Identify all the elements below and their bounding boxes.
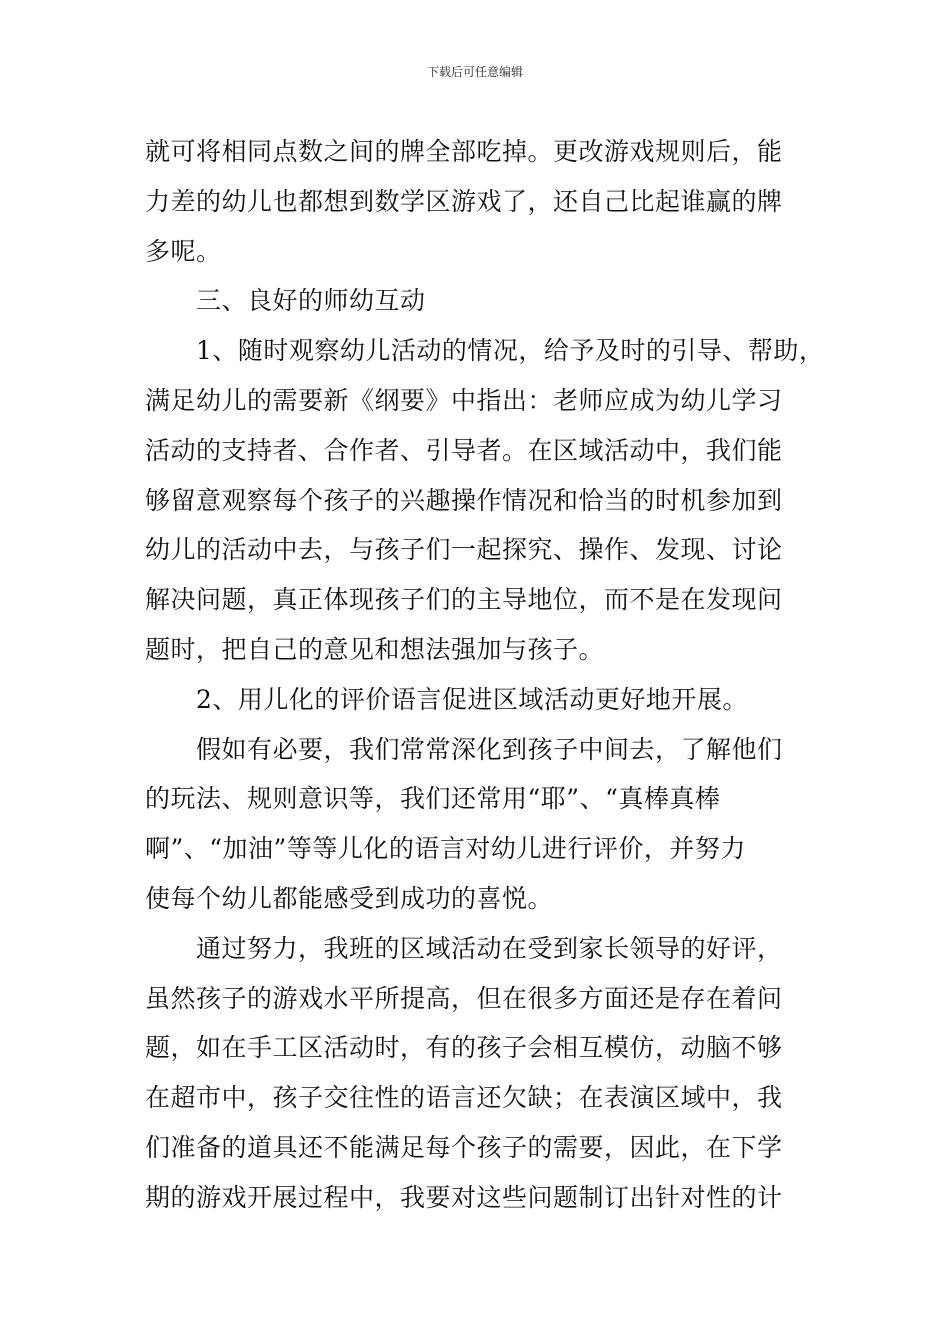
text-line: 1、随时观察幼儿活动的情况，给予及时的引导、帮助，: [196, 336, 825, 366]
text-line: 满足幼儿的需要新《纲要》中指出：老师应成为幼儿学习: [145, 385, 783, 415]
text-line: 活动的支持者、合作者、引导者。在区域活动中，我们能: [145, 435, 783, 465]
text-line: 在超市中，孩子交往性的语言还欠缺；在表演区域中，我: [145, 1083, 783, 1113]
paragraph-summary: [145, 924, 810, 1223]
document-body: [145, 127, 825, 1223]
text-line: 够留意观察每个孩子的兴趣操作情况和恰当的时机参加到: [145, 485, 783, 515]
text-line: 题，如在手工区活动时，有的孩子会相互模仿，动脑不够: [145, 1033, 783, 1063]
text-line: 假如有必要，我们常常深化到孩子中间去，了解他们: [196, 734, 783, 764]
text-line: 虽然孩子的游戏水平所提高，但在很多方面还是存在着问: [145, 983, 783, 1013]
section-heading: [145, 276, 810, 326]
paragraph-evaluation: [145, 725, 810, 924]
subheading-evaluation: [145, 675, 810, 725]
text-line: 期的游戏开展过程中，我要对这些问题制订出针对性的计: [145, 1182, 783, 1212]
text-line: 幼儿的活动中去，与孩子们一起探究、操作、发现、讨论: [145, 535, 783, 565]
text-line: 多呢。: [145, 236, 222, 266]
text-line: 力差的幼儿也都想到数学区游戏了，还自己比起谁赢的牌: [145, 186, 783, 216]
paragraph-continuation: [145, 127, 810, 276]
text-line: 解决问题，真正体现孩子们的主导地位，而不是在发现问: [145, 585, 783, 615]
text-line: 2、用儿化的评价语言促进区域活动更好地开展。: [196, 684, 748, 714]
page-header: 下载后可任意编辑: [426, 65, 523, 79]
text-line: 题时，把自己的意见和想法强加与孩子。: [145, 634, 605, 664]
text-line: 就可将相同点数之间的牌全部吃掉。更改游戏规则后，能: [145, 137, 783, 166]
text-line: 们准备的道具还不能满足每个孩子的需要，因此，在下学: [145, 1132, 783, 1162]
text-line: 啊”、“加油”等等儿化的语言对幼儿进行评价，并努力: [145, 834, 746, 864]
paragraph-observation: [145, 326, 825, 675]
text-line: 的玩法、规则意识等，我们还常用“耶”、“真棒真棒: [145, 784, 721, 814]
text-line: 使每个幼儿都能感受到成功的喜悦。: [145, 883, 554, 913]
text-line: 通过努力，我班的区域活动在受到家长领导的好评，: [196, 933, 783, 963]
heading-text: 三、良好的师幼互动: [196, 286, 426, 316]
